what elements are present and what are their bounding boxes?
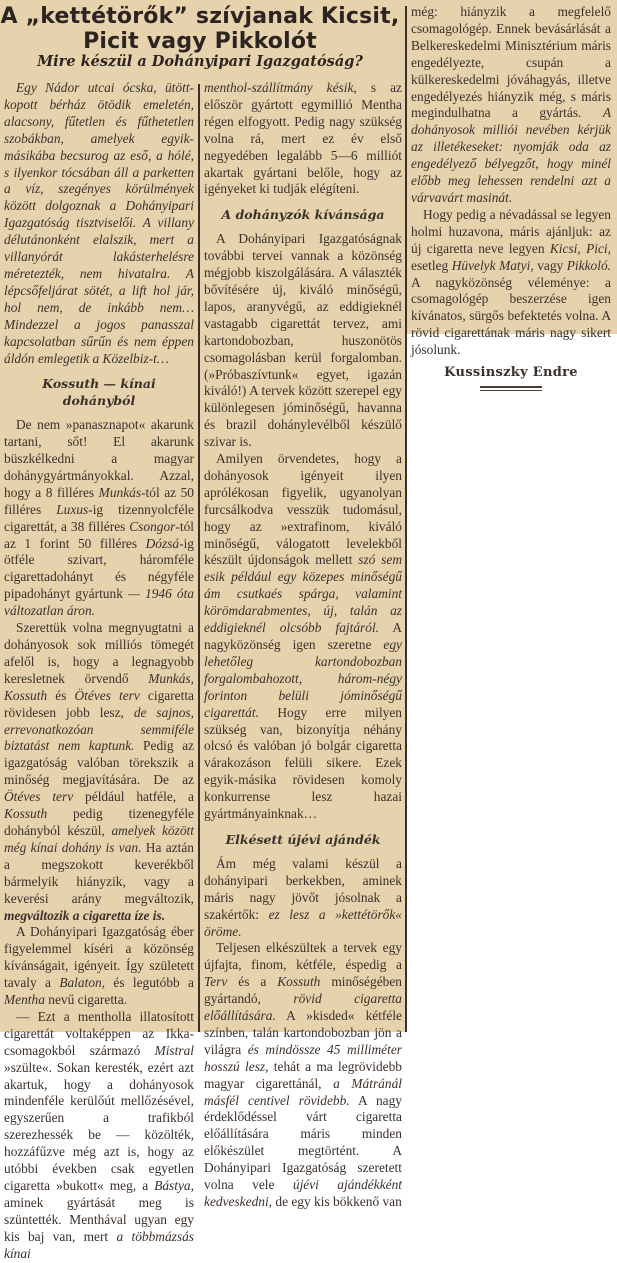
paragraph: De nem »panasznapot« akarunk tartani, sőt! El akarunk büszkélkedni a magyar dohánygyártmányokkal. Azzal, hogy a 8 filléres Munkás-tól az 50 filléres Luxus-ig tizennyolcféle cigarettát, a 38 filléres Csongor-tól az 1 forint 50 filléres Dózsá-ig ötféle szivart, háromféle cigarettadohányt és négyféle pipadohányt gyártunk — 1946 óta változatlan áron. xyxy=(4,417,194,619)
end-rule xyxy=(480,386,542,391)
paragraph: A Dohányipari Igazgatóságnak további tervei vannak a közönség mégjobb kiszolgálására. A választék bővítésére új, kiváló minőségű, lapos, aranyvégű, az eddigieknél vastagabb cigarettát tervez, ami kartondobozban, huszonötös csomagolásban kerül forgalomban. (»Próbaszívtunk« egyet, igazán kiváló!) A tervek között szerepel egy különlegesen jóminőségű, havanna és brazil dohánylevélből készülő szivar is. xyxy=(204,231,402,450)
paragraph: Amilyen örvendetes, hogy a dohányosok igényeit ilyen aprólékosan figyelik, ugyanolyan furcsálkodva vesszük tudomásul, hogy az »extrafinom, kiváló minőségű, válogatott levelekből készült újdonságok mellett szó sem esik például egy közepes minőségű ám csutkaés spárga, valamint körömdarabmentes, új, talán az eddigieknél olcsóbb fajtáról. A nagyközönség igen szeretne egy lehetőleg kartondobozban forgalombahozott, három-négy forinton belüli jóminőségű cigarettát. Hogy erre milyen szükség van, bizonyítja néhány olcsó és valóban jó bolgár cigaretta várakozáson felüli sikere. Ezek egyik-másika rövidesen komoly konkurrense lesz hazai gyártmányainknak… xyxy=(204,451,403,822)
paragraph: Ám még valami készül a dohányipari berkekben, aminek máris nagy jövőt jósolnak a szakértők: ez lesz a »kettétörők« öröme. xyxy=(204,855,403,939)
author-signature: Kussinszky Endre xyxy=(444,365,578,381)
headline-line-1: A „kettétörők” szívjanak Kicsit, xyxy=(0,4,400,29)
paragraph: még: hiányzik a megfelelő csomagológép. Ennek bevásárlását a Belkereskedelmi Minisztérium máris engedélyezte, csupán a külkereskedelmi jóváhagyás, illetve engedélyezés hiányzik még, s máris megindulhatna a gyártás. A dohányosok milliói nevében kérjük az illetékeseket: nyomják oda az engedélyező bélyegzőt, hogy minél előbb meg lehessen rendelni azt a várvavárt masinát. xyxy=(411,4,611,205)
section-title-kivansaga: A dohányzók kívánsága xyxy=(221,207,385,223)
paragraph: A Dohányipari Igazgatóság éber figyelemmel kíséri a közönség kívánságait, igényeit. Így született tavaly a Balaton, és legutóbb a Mentha nevű cigaretta. xyxy=(4,924,194,1008)
subheadline: Mire készül a Dohányipari Igazgatóság? xyxy=(37,53,363,70)
headline-line-2: Picit vagy Pikkolót xyxy=(83,29,317,54)
paragraph: — Ezt a mentholla illatosított cigarettát voltaképpen az Ikka-csomagokból származó Mistral »szülte«. Sokan keresték, ezért azt akartuk, hogy a dohányosok mindenféle kerülőút mellőzésével, egyszerűen a trafikból szerezhessék be — közölték, hozzáfűzve még azt is, hogy az utóbbi években csak egyetlen cigaretta »bukott« meg, a Bástya, aminek gyártását meg is szüntették. Menthával ugyan egy kis baj van, mert a többmázsás kínai xyxy=(4,1008,194,1261)
paragraph: Teljesen elkészültek a tervek egy újfajta, finom, kétféle, éspedig a Terv és a Kossuth minőségében gyártandó, rövid cigaretta előállítására. A »kisded« kétféle színben, talán kartondobozban jön a világra és mindössze 45 milliméter hosszú lesz, tehát a ma legrövidebb magyar cigarettánál, a Mátránál másfél centivel rövidebb. A nagy érdeklődéssel várt cigaretta előállítására máris minden előkészület megtörtént. A Dohányipari Igazgatóság szeretett volna vele újévi ajándékként kedveskedni, de egy kis bökkenő van xyxy=(204,940,403,1209)
column-rule-1 xyxy=(198,84,200,1032)
column-rule-2 xyxy=(405,6,407,1032)
section-title-ujevi-ajandek: Elkésett újévi ajándék xyxy=(225,831,381,847)
section-title-kossuth: Kossuth — kínai dohányból xyxy=(42,376,156,409)
column-1 xyxy=(4,80,194,1263)
paragraph: menthol-szállítmány késik, s az először gyártott egymillió Mentha régen elfogyott. Pedig nagy szükség volna rá, mert ez év első negyedében legalább 5—6 milliót akartak gyártani belőle, hogy az igényeket ki tudják elégíteni. xyxy=(204,80,402,197)
column-2 xyxy=(204,80,402,1211)
paragraph: Hogy pedig a névadással se legyen holmi huzavona, máris ajánljuk: az új cigaretta neve legyen Kicsi, Pici, esetleg Hüvelyk Matyi, vagy Pikkoló. A nagyközönség véleménye: a csomagológép beszerzése igen kívánatos, sürgős befektetés volna. A rövid cigarettának máris nagy sikert jósolunk. xyxy=(411,206,611,358)
headline xyxy=(0,0,400,54)
paragraph: Szerettük volna megnyugtatni a dohányosok sok milliós tömegét afelől is, hogy a legnagyobb keresletnek örvendő Munkás, Kossuth és Ötéves terv cigaretta rövidesen jobb lesz, de sajnos, errevonatkozóan semmiféle biztatást nem kaptunk. Pedig az igazgatóság valóban törekszik a minőség megjavítására. De az Ötéves terv például hatféle, a Kossuth pedig tizenegyféle dohányból készül, amelyek között még kínai dohány is van. Ha aztán a megszokott keverékből bármelyik hiányzik, vagy a keverési arány megváltozik, megváltozik a cigaretta íze is. xyxy=(4,620,194,923)
intro-paragraph: Egy Nádor utcai ócska, ütött-kopott bérház ötödik emeletén, alacsony, fűtetlen és fűthetetlen szobákban, amelyek egyik-másikába becsurog az eső, a hólé, s ilyenkor tócsában áll a parketten a víz, szegényes körülmények között dolgoznak a Dohányipari Igazgatóság tisztviselői. A villany délutánonként elalszik, mert a villanyórát lakásterhelésre méretezték, nem hivatalra. A lépcsőfeljárat sötét, a lift hol jár, hol nem, de inkább nem… Mindezzel a jogos panasszal kapcsolatban sűrűn és nem éppen áldón emlegetik a Közelbiz-t… xyxy=(4,80,194,366)
column-3 xyxy=(411,4,611,391)
